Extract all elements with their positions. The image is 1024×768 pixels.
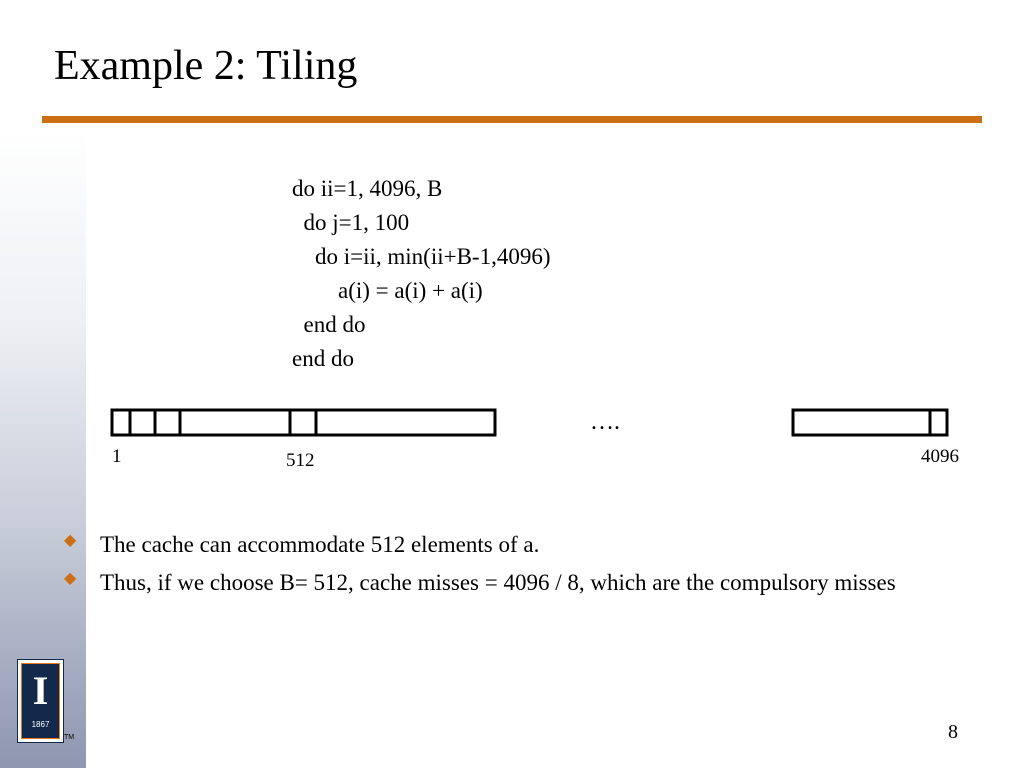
array-start-label: 1 bbox=[112, 446, 122, 467]
logo-emblem bbox=[21, 663, 60, 739]
logo-year: 1867 bbox=[31, 720, 50, 729]
array-end-label: 4096 bbox=[921, 446, 959, 467]
diamond-icon: ◆ bbox=[64, 532, 77, 549]
slide-title: Example 2: Tiling bbox=[54, 43, 358, 89]
array-segment-left bbox=[112, 410, 495, 435]
logo-letter: I bbox=[32, 668, 49, 713]
array-middle-label: 512 bbox=[286, 450, 315, 471]
university-logo bbox=[17, 659, 64, 743]
list-item bbox=[62, 566, 962, 600]
trademark-mark: TM bbox=[64, 734, 75, 741]
bullet-list bbox=[62, 528, 962, 604]
diamond-icon: ◆ bbox=[64, 570, 77, 587]
array-segment-right bbox=[793, 410, 947, 435]
code-line: do ii=1, 4096, B bbox=[292, 176, 443, 201]
code-line: do i=ii, min(ii+B-1,4096) bbox=[292, 244, 551, 269]
code-line: end do bbox=[292, 346, 354, 371]
array-ellipsis: …. bbox=[590, 409, 620, 435]
code-line: a(i) = a(i) + a(i) bbox=[292, 278, 483, 303]
page-number: 8 bbox=[948, 721, 958, 743]
code-line: do j=1, 100 bbox=[292, 210, 410, 235]
code-line: end do bbox=[292, 312, 366, 337]
bullet-text: Thus, if we choose B= 512, cache misses = 4096 / 8, which are the compulsory misses bbox=[100, 570, 896, 595]
list-item bbox=[62, 528, 962, 562]
bullet-text: The cache can accommodate 512 elements of a. bbox=[100, 532, 540, 557]
